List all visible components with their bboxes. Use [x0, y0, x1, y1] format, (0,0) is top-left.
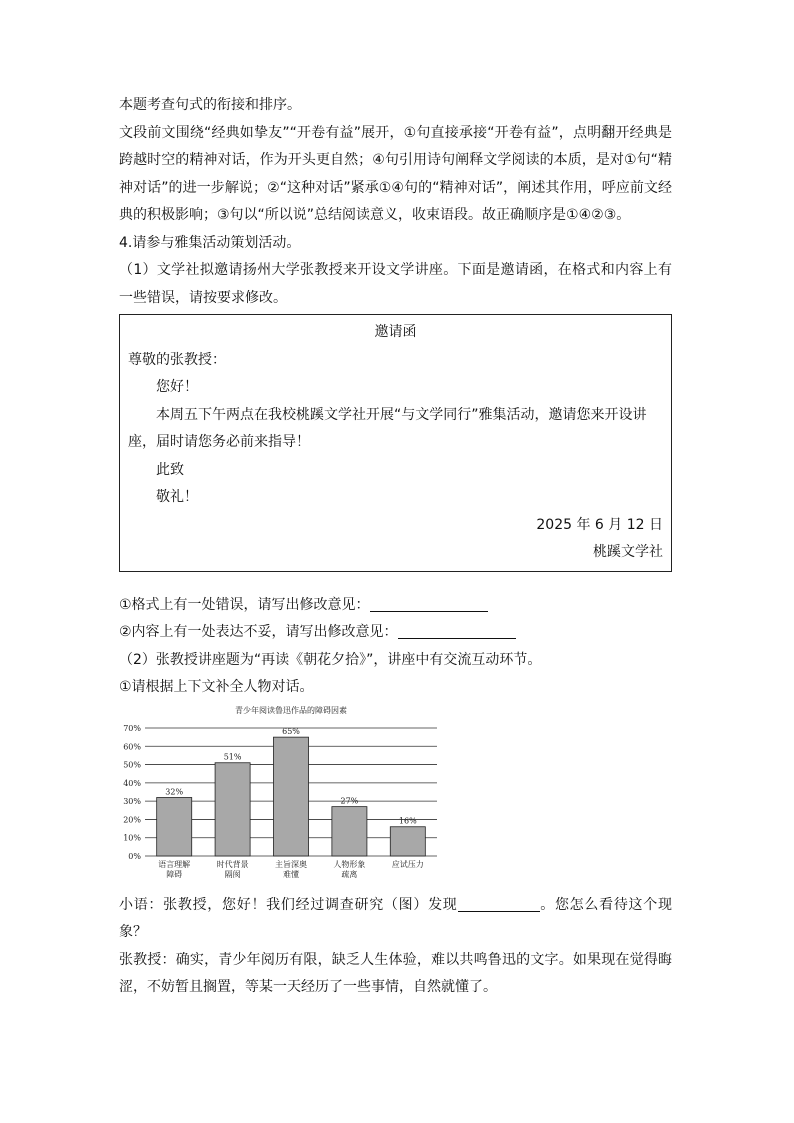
dialogue-blank[interactable]	[458, 895, 540, 912]
chart-bar	[215, 762, 250, 855]
chart-x-tick-label: 人物形象	[333, 859, 366, 869]
chart-bar	[273, 737, 308, 856]
chart-y-tick-label: 10%	[123, 833, 141, 843]
letter-signature: 桃蹊文学社	[593, 544, 663, 560]
answer-analysis: 文段前文围绕“经典如挚友”“开卷有益”展开，①句直接承接“开卷有益”，点明翻开经典是跨越时空的精神对话，作为开头更自然；④句引用诗句阐释文学阅读的本质，是对①句“精神对话”的进一步解说；②“这种对话”紧承①④句的“精神对话”，阐述其作用，呼应前文经典的积极影响；③句以“所以说”总结阅读意义，收束语段。故正确顺序是①④②③。	[119, 124, 672, 223]
chart-y-tick-label: 40%	[123, 778, 141, 788]
chart-y-tick-label: 50%	[123, 760, 141, 770]
letter-salutation: 尊敬的张教授：	[128, 351, 226, 368]
answer-line-1	[119, 592, 672, 620]
letter-title: 邀请函	[374, 324, 417, 340]
chart-y-tick-label: 30%	[123, 796, 141, 806]
chart-x-tick-label: 难懂	[283, 869, 299, 879]
answer-blank-2[interactable]	[398, 622, 516, 639]
chart-data-label: 65%	[282, 726, 300, 736]
chart-x-tick-label: 应试压力	[391, 859, 424, 869]
chart-x-tick-label: 主旨深奥	[275, 859, 307, 869]
chart-x-tick-label: 语言理解	[158, 859, 191, 869]
chart-x-tick-label: 障碍	[166, 869, 183, 879]
chart-bar	[157, 797, 192, 856]
chart-data-label: 51%	[223, 752, 242, 762]
chart-data-label: 16%	[398, 816, 417, 826]
document-page	[119, 92, 672, 1002]
question-4-2: （2）张教授讲座题为“再读《朝花夕拾》”，讲座中有交流互动环节。	[119, 651, 542, 668]
dialogue-xiaoyu	[119, 892, 672, 947]
chart-y-tick-label: 0%	[128, 851, 141, 861]
bar-chart-svg	[119, 704, 459, 890]
chart-title: 青少年阅读鲁迅作品的障碍因素	[235, 705, 347, 715]
dialogue-xiaoyu-before: 小语：张教授，您好！我们经过调查研究（图）发现	[119, 896, 458, 913]
chart-data-label: 32%	[165, 786, 184, 796]
answer-line-1-prompt: ①格式上有一处错误，请写出修改意见：	[119, 596, 370, 613]
question-4-2-1: ①请根据上下文补全人物对话。	[119, 679, 314, 695]
chart-x-tick-label: 时代背景	[216, 859, 249, 869]
chart-y-tick-label: 70%	[123, 723, 141, 733]
chart-bar	[332, 806, 367, 855]
dialogue-zhang: 张教授：确实，青少年阅历有限，缺乏人生体验，难以共鸣鲁迅的文字。如果现在觉得晦涩，不妨暂且搁置，等某一天经历了一些事情，自然就懂了。	[119, 951, 672, 995]
answer-intro: 本题考查句式的衔接和排序。	[119, 97, 301, 113]
letter-greeting: 您好！	[156, 379, 198, 395]
letter-closing-2: 敬礼！	[156, 489, 198, 505]
chart-x-tick-label: 隔阂	[224, 869, 241, 879]
answer-blank-1[interactable]	[370, 595, 488, 612]
bar-chart	[119, 704, 672, 890]
question-4-1: （1）文学社拟邀请扬州大学张教授来开设文学讲座。下面是邀请函，在格式和内容上有一些错误，请按要求修改。	[119, 262, 672, 306]
letter-date: 2025 年 6 月 12 日	[536, 516, 663, 533]
answer-line-2-prompt: ②内容上有一处表达不妥，请写出修改意见：	[119, 624, 398, 640]
chart-bar	[390, 826, 425, 855]
invitation-letter	[119, 314, 672, 572]
chart-data-label: 27%	[340, 796, 359, 806]
chart-x-tick-label: 疏离	[341, 869, 358, 879]
answer-line-2	[119, 619, 672, 647]
letter-body: 本周五下午两点在我校桃蹊文学社开展“与文学同行”雅集活动，邀请您来开设讲座，届时请您务必前来指导！	[128, 406, 647, 450]
dialogue-xiaoyu-after: 。您怎么看待这个现象？	[119, 896, 672, 940]
question-4-title: 4.请参与雅集活动策划活动。	[119, 234, 301, 251]
letter-closing-1: 此致	[156, 461, 184, 478]
chart-y-tick-label: 60%	[123, 741, 141, 751]
chart-y-tick-label: 20%	[123, 814, 141, 824]
